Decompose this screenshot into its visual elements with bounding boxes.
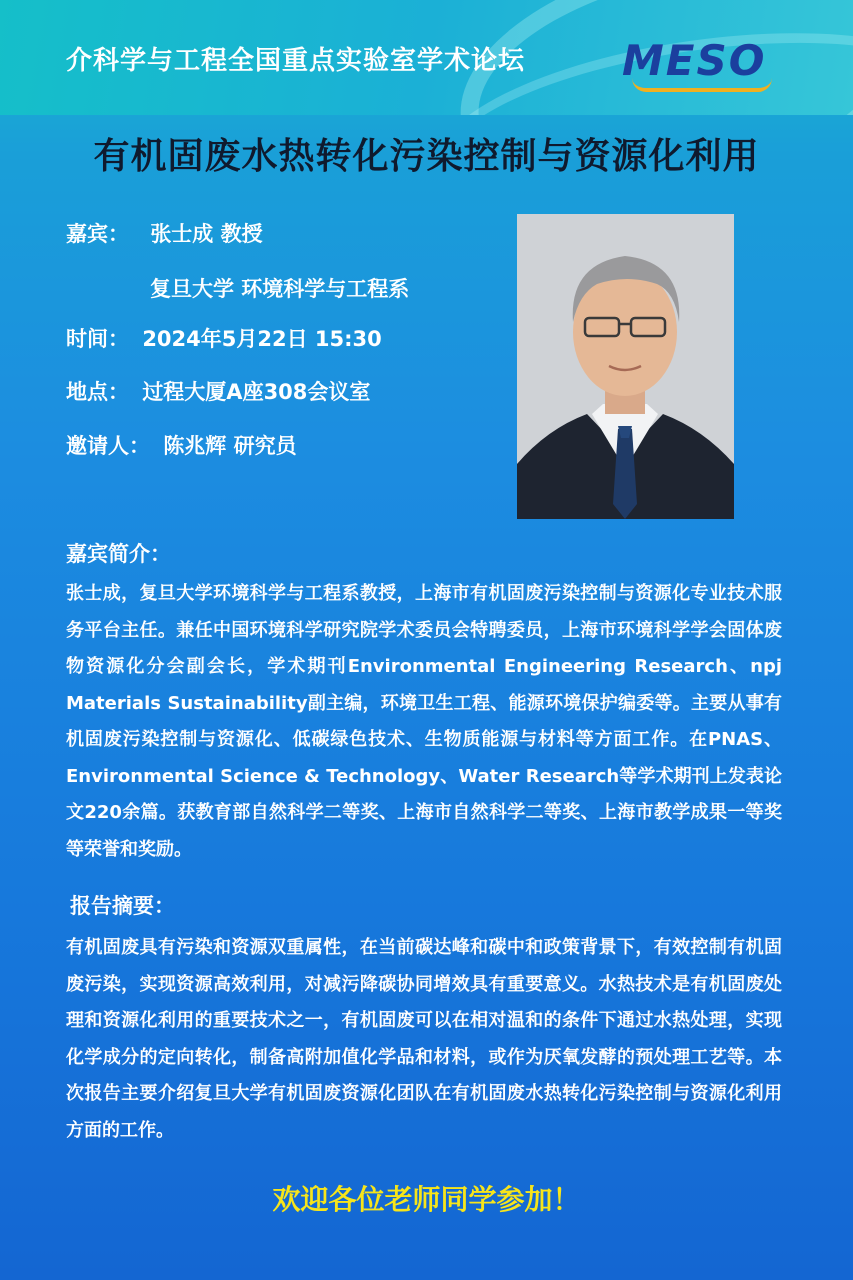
bio-text: 张士成，复旦大学环境科学与工程系教授，上海市有机固废污染控制与资源化专业技术服务平台主任。兼任中国环境科学研究院学术委员会特聘委员，上海市环境科学学会固体废物资源化分会副会长，学术期刊Environmental Engineering Research、npj Materials Sustainability副主编，环境卫生工程、能源环境保护编委等。主要从事有机固废污染控制与资源化、低碳绿色技术、生物质能源与材料等方面工作。在PNAS、Environmental Science & Technology、Water Research等学术期刊上发表论文220余篇。获教育部自然科学二等奖、上海市自然科学二等奖、上海市教学成果一等奖等荣誉和奖励。 <box>66 583 782 860</box>
guest-name: 张士成 教授 <box>150 222 263 246</box>
guest-label: 嘉宾： <box>66 222 129 246</box>
inviter-row <box>66 430 297 460</box>
time-row <box>66 323 382 353</box>
forum-name: 介科学与工程全国重点实验室学术论坛 <box>66 46 526 76</box>
time-value: 2024年5月22日 15:30 <box>142 327 382 351</box>
logo-text: MESO <box>622 36 767 85</box>
guest-affiliation: 复旦大学 环境科学与工程系 <box>150 277 410 301</box>
inviter-value: 陈兆辉 研究员 <box>163 434 297 458</box>
abstract-text: 有机固废具有污染和资源双重属性，在当前碳达峰和碳中和政策背景下，有效控制有机固废污染，实现资源高效利用，对减污降碳协同增效具有重要意义。水热技术是有机固废处理和资源化利用的重要技术之一，有机固废可以在相对温和的条件下通过水热处理，实现化学成分的定向转化，制备高附加值化学品和材料，或作为厌氧发酵的预处理工艺等。本次报告主要介绍复旦大学有机固废资源化团队在有机固废水热转化污染控制与资源化利用方面的工作。 <box>66 937 782 1141</box>
abstract-heading: 报告摘要： <box>70 894 175 918</box>
time-label: 时间： <box>66 327 129 351</box>
place-label: 地点： <box>66 380 129 404</box>
speaker-portrait-icon <box>517 214 734 519</box>
welcome-message: 欢迎各位老师同学参加！ <box>272 1183 581 1216</box>
place-value: 过程大厦A座308会议室 <box>142 380 371 404</box>
meso-logo <box>622 34 782 94</box>
logo-swoosh-icon <box>632 78 772 92</box>
inviter-label: 邀请人： <box>66 434 150 458</box>
guest-row <box>66 218 263 248</box>
speaker-photo <box>517 214 734 519</box>
talk-title: 有机固废水热转化污染控制与资源化利用 <box>93 136 760 177</box>
place-row <box>66 376 370 406</box>
bio-heading: 嘉宾简介： <box>66 542 171 566</box>
